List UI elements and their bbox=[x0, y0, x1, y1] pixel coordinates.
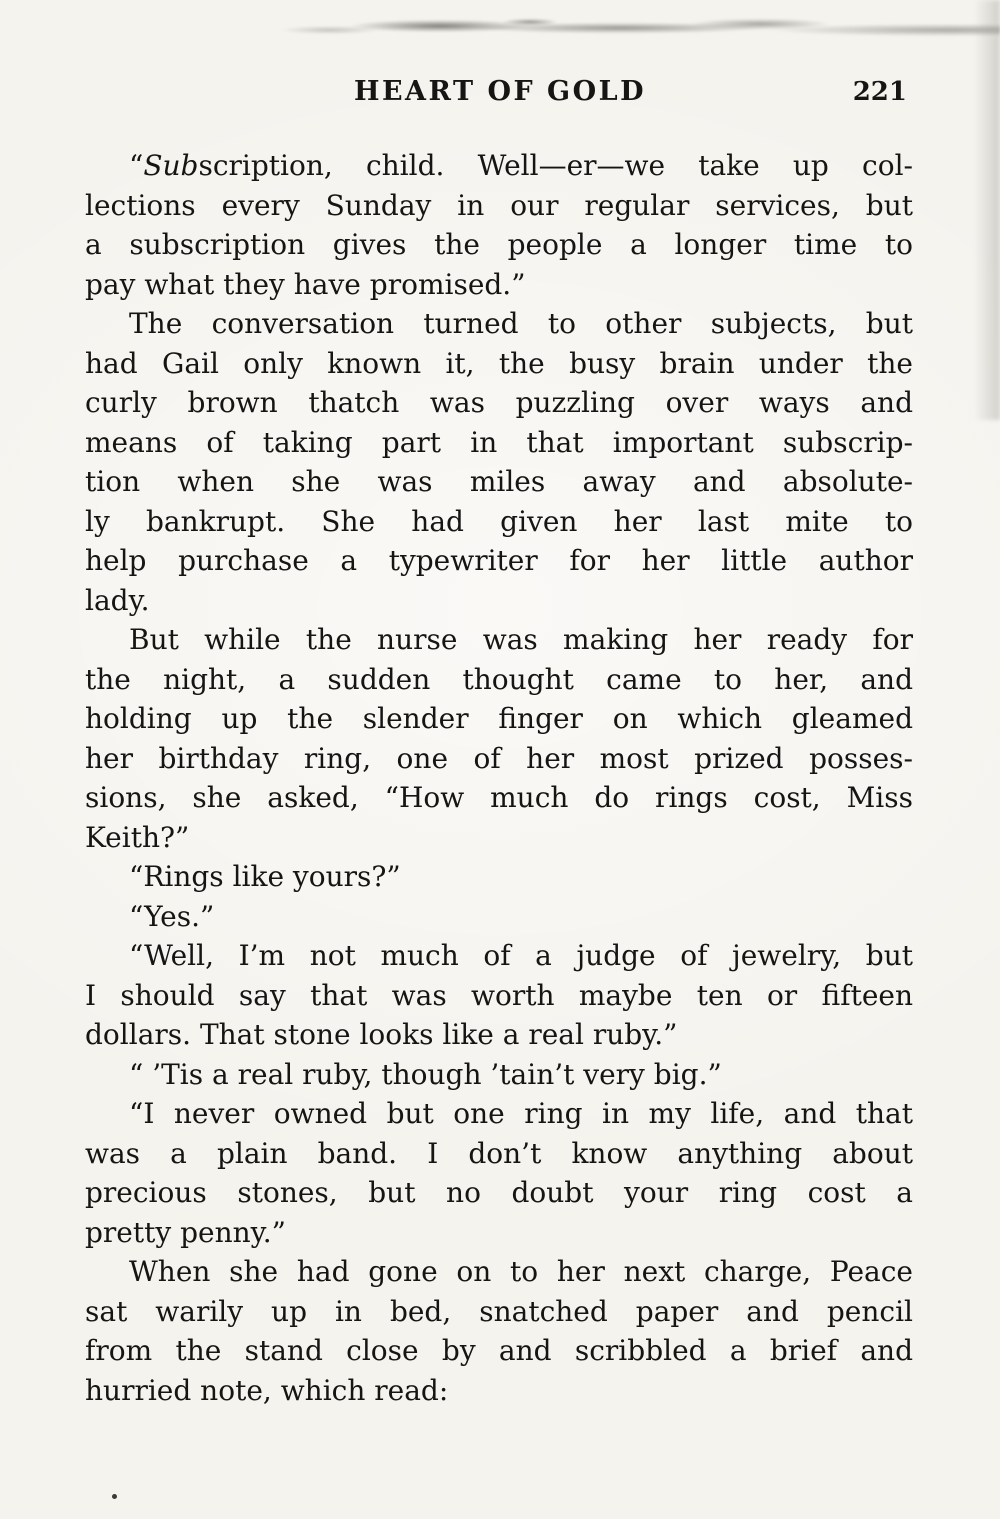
text-segment: sat warily up in bed, snatched paper and pencil bbox=[85, 1294, 913, 1328]
text-segment: from the stand close by and scribbled a brief and bbox=[85, 1334, 913, 1367]
text-line bbox=[85, 383, 913, 423]
text-line bbox=[85, 1213, 913, 1253]
text-line bbox=[85, 344, 913, 384]
text-line bbox=[85, 1371, 913, 1411]
running-head-title: HEART OF GOLD bbox=[353, 76, 647, 107]
text-segment: “Rings like yours?” bbox=[129, 860, 401, 893]
text-line bbox=[85, 1015, 913, 1055]
text-segment: a subscription gives the people a longer time to bbox=[85, 228, 913, 261]
text-segment: scription, child. Well—er—we take up col- bbox=[198, 149, 913, 182]
text-segment: precious stones, but no doubt your ring cost a bbox=[85, 1176, 913, 1209]
text-segment: When she had gone on to her next charge, Peace bbox=[129, 1255, 913, 1288]
text-line bbox=[85, 699, 913, 739]
text-line bbox=[85, 1331, 913, 1371]
text-segment: “I never owned but one ring in my life, and that bbox=[129, 1097, 913, 1130]
paragraph bbox=[85, 1252, 913, 1410]
text-line bbox=[85, 304, 913, 344]
text-line bbox=[85, 265, 913, 305]
text-line bbox=[85, 1134, 913, 1174]
text-segment: lady. bbox=[85, 583, 150, 617]
text-segment: “Yes.” bbox=[129, 899, 215, 933]
page-number: 221 bbox=[852, 77, 907, 107]
text-line bbox=[85, 936, 913, 976]
text-segment: pay what they have promised.” bbox=[85, 267, 526, 301]
text-segment: Keith?” bbox=[85, 820, 190, 854]
text-line bbox=[85, 897, 913, 937]
page-body bbox=[85, 146, 913, 1410]
text-line bbox=[85, 1292, 913, 1332]
text-segment: “Well, I’m not much of a judge of jewelry, but bbox=[129, 939, 913, 972]
text-line bbox=[85, 225, 913, 265]
text-line bbox=[85, 818, 913, 858]
text-segment: means of taking part in that important subscrip- bbox=[85, 425, 913, 459]
text-line bbox=[85, 1173, 913, 1213]
text-line bbox=[85, 541, 913, 581]
text-segment: The conversation turned to other subjects, but bbox=[129, 307, 913, 340]
text-segment: pretty penny.” bbox=[85, 1215, 286, 1249]
paragraph bbox=[85, 857, 913, 897]
text-segment: hurried note, which read: bbox=[85, 1373, 449, 1407]
paragraph bbox=[85, 1055, 913, 1095]
text-segment: the night, a sudden thought came to her, and bbox=[85, 662, 913, 696]
text-segment: “ bbox=[129, 149, 144, 182]
text-line bbox=[85, 739, 913, 779]
text-segment: help purchase a typewriter for her little author bbox=[85, 544, 913, 577]
scan-artifact-top bbox=[0, 12, 1000, 42]
text-line bbox=[85, 857, 913, 897]
italic-text-segment: Sub bbox=[143, 149, 199, 182]
text-segment: her birthday ring, one of her most prized posses- bbox=[85, 741, 913, 775]
scan-artifact-speck bbox=[112, 1494, 117, 1499]
paragraph bbox=[85, 936, 913, 1055]
text-segment: had Gail only known it, the busy brain under the bbox=[85, 346, 913, 380]
text-line bbox=[85, 581, 913, 621]
text-segment: I should say that was worth maybe ten or fifteen bbox=[85, 978, 913, 1012]
paragraph bbox=[85, 620, 913, 857]
text-line bbox=[85, 1055, 913, 1095]
text-line bbox=[85, 1252, 913, 1292]
paragraph bbox=[85, 146, 913, 304]
text-line bbox=[85, 1094, 913, 1134]
text-line bbox=[85, 660, 913, 700]
text-line bbox=[85, 423, 913, 463]
text-line bbox=[85, 976, 913, 1016]
text-segment: was a plain band. I don’t know anything about bbox=[85, 1136, 913, 1170]
text-segment: sions, she asked, “How much do rings cost, Miss bbox=[85, 781, 913, 814]
text-line bbox=[85, 462, 913, 502]
text-line bbox=[85, 146, 913, 186]
paragraph bbox=[85, 304, 913, 620]
text-segment: curly brown thatch was puzzling over ways and bbox=[85, 386, 913, 419]
text-line bbox=[85, 778, 913, 818]
page-header bbox=[85, 76, 915, 110]
scan-artifact-right-edge bbox=[974, 0, 1000, 420]
text-segment: But while the nurse was making her ready for bbox=[129, 623, 913, 656]
paragraph bbox=[85, 1094, 913, 1252]
text-line bbox=[85, 186, 913, 226]
text-segment: dollars. That stone looks like a real ruby.” bbox=[85, 1018, 678, 1051]
text-segment: “ ’Tis a real ruby, though ’tain’t very big.” bbox=[129, 1057, 722, 1091]
text-line bbox=[85, 620, 913, 660]
text-segment: ly bankrupt. She had given her last mite to bbox=[85, 504, 913, 538]
text-line bbox=[85, 502, 913, 542]
paragraph bbox=[85, 897, 913, 937]
text-segment: lections every Sunday in our regular services, but bbox=[85, 188, 913, 222]
text-segment: tion when she was miles away and absolute- bbox=[85, 465, 913, 498]
text-segment: holding up the slender finger on which gleamed bbox=[85, 702, 913, 735]
